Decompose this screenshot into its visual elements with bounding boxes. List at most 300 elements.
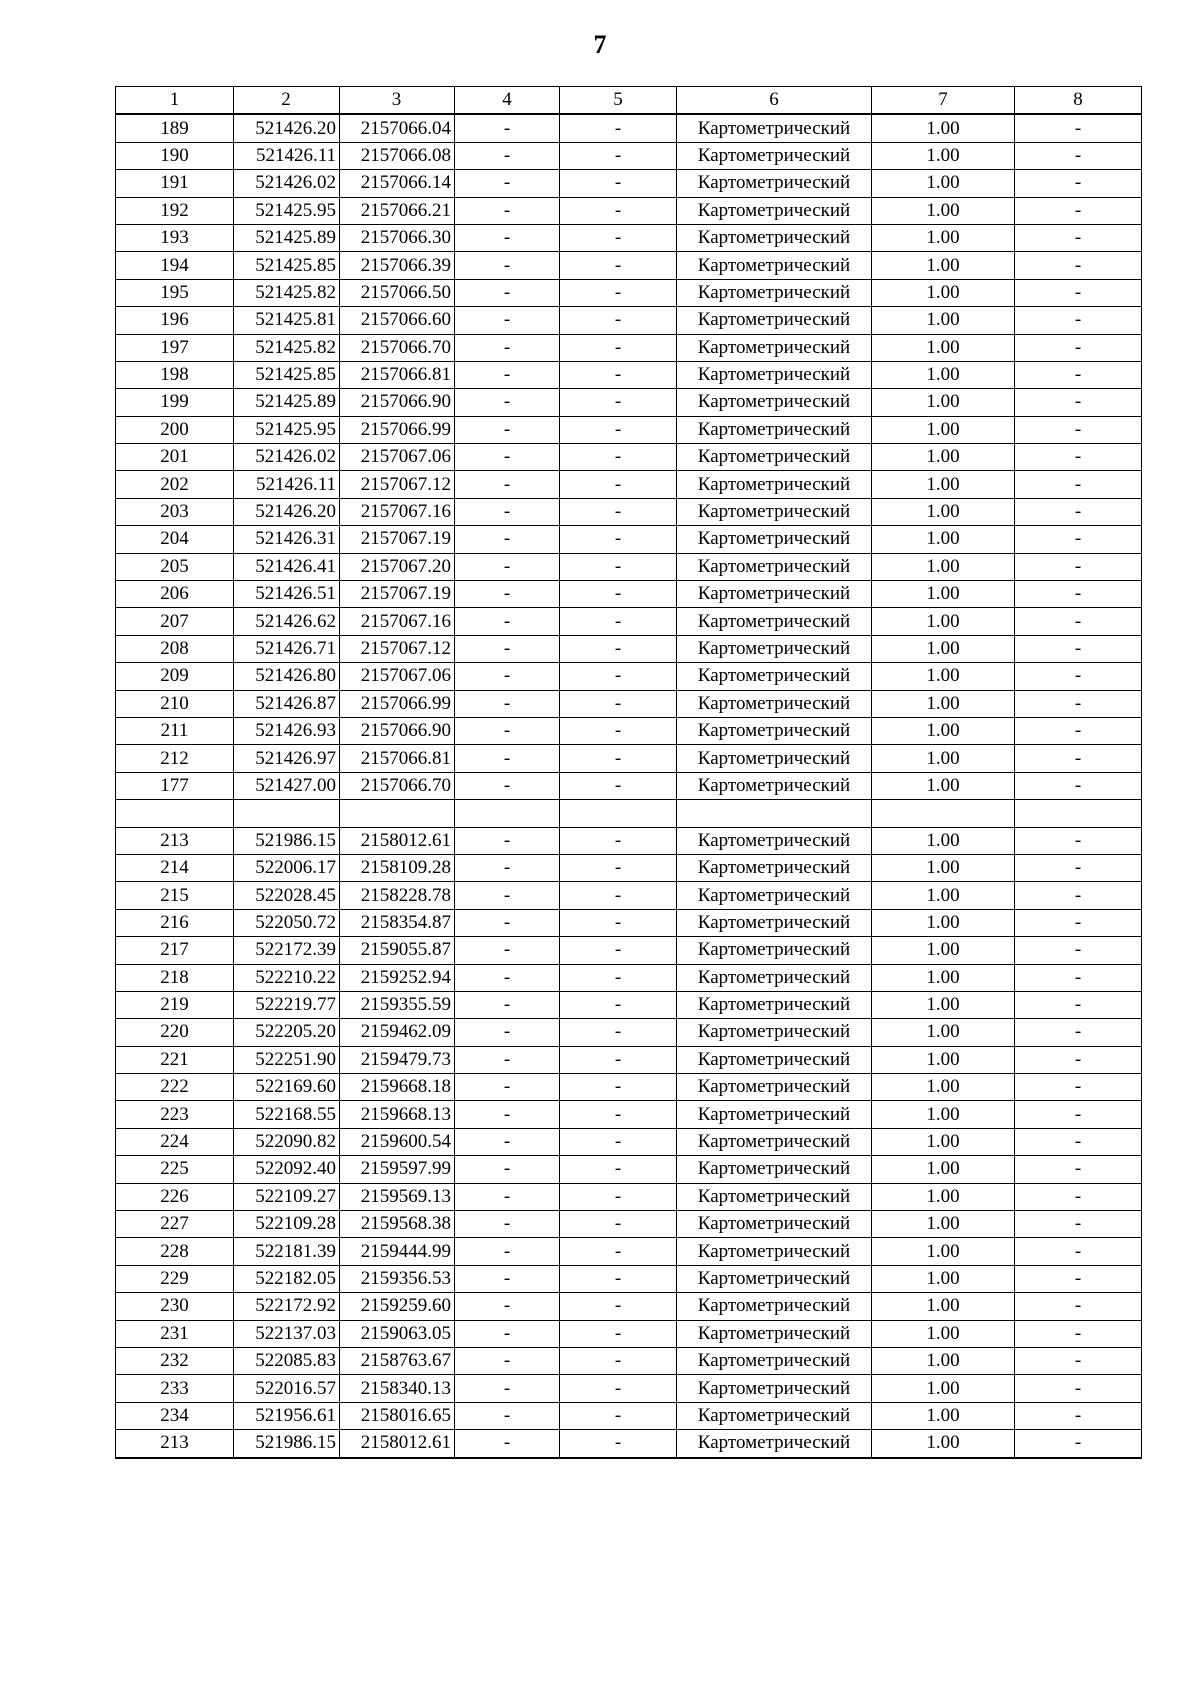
accuracy-cell: 1.00 [872,991,1015,1018]
method-cell: Картометрический [677,1074,872,1101]
point-number-cell: 215 [116,882,234,909]
accuracy-cell: 1.00 [872,307,1015,334]
col4-cell: - [455,1375,560,1402]
method-cell: Картометрический [677,827,872,854]
y-coordinate-cell: 2159479.73 [340,1046,455,1073]
accuracy-cell: 1.00 [872,1375,1015,1402]
point-number-cell: 195 [116,279,234,306]
y-coordinate-cell: 2157067.12 [340,635,455,662]
table-row [116,1211,1142,1238]
accuracy-cell: 1.00 [872,690,1015,717]
method-cell: Картометрический [677,991,872,1018]
table-row [116,909,1142,936]
col5-cell: - [560,854,677,881]
method-cell: Картометрический [677,1347,872,1374]
col8-cell: - [1015,1265,1142,1292]
col8-cell: - [1015,389,1142,416]
table-row [116,1238,1142,1265]
method-cell: Картометрический [677,1375,872,1402]
col5-cell [560,800,677,827]
y-coordinate-cell: 2157066.70 [340,772,455,799]
x-coordinate-cell: 521425.82 [234,334,340,361]
point-number-cell: 220 [116,1019,234,1046]
method-cell: Картометрический [677,1402,872,1429]
point-number-cell: 197 [116,334,234,361]
accuracy-cell: 1.00 [872,717,1015,744]
point-number-cell: 212 [116,745,234,772]
table-row [116,1375,1142,1402]
col8-cell: - [1015,991,1142,1018]
method-cell: Картометрический [677,1046,872,1073]
point-number-cell: 233 [116,1375,234,1402]
y-coordinate-cell: 2158016.65 [340,1402,455,1429]
col4-cell: - [455,197,560,224]
col4-cell: - [455,1046,560,1073]
y-coordinate-cell: 2157067.06 [340,663,455,690]
accuracy-cell: 1.00 [872,1320,1015,1347]
x-coordinate-cell: 521426.20 [234,114,340,142]
accuracy-cell: 1.00 [872,142,1015,169]
col8-cell: - [1015,1402,1142,1429]
y-coordinate-cell: 2157066.90 [340,389,455,416]
accuracy-cell: 1.00 [872,581,1015,608]
col8-cell: - [1015,581,1142,608]
x-coordinate-cell: 522109.27 [234,1183,340,1210]
col8-cell: - [1015,745,1142,772]
point-number-cell: 224 [116,1128,234,1155]
accuracy-cell: 1.00 [872,1211,1015,1238]
x-coordinate-cell: 521425.89 [234,389,340,416]
table-row [116,498,1142,525]
method-cell: Картометрический [677,224,872,251]
method-cell: Картометрический [677,416,872,443]
table-row [116,882,1142,909]
x-coordinate-cell: 521425.85 [234,361,340,388]
method-cell: Картометрический [677,1101,872,1128]
point-number-cell: 196 [116,307,234,334]
table-row [116,690,1142,717]
col5-cell: - [560,1019,677,1046]
accuracy-cell: 1.00 [872,471,1015,498]
y-coordinate-cell: 2159063.05 [340,1320,455,1347]
col4-cell: - [455,1156,560,1183]
header-cell: 5 [560,87,677,115]
y-coordinate-cell: 2159600.54 [340,1128,455,1155]
y-coordinate-cell: 2157066.21 [340,197,455,224]
point-number-cell: 201 [116,444,234,471]
table-row [116,991,1142,1018]
table-body [116,114,1142,1457]
col8-cell: - [1015,772,1142,799]
col5-cell: - [560,114,677,142]
col4-cell: - [455,745,560,772]
table-row [116,827,1142,854]
table-row [116,1293,1142,1320]
col8-cell: - [1015,1183,1142,1210]
col5-cell: - [560,279,677,306]
table-row [116,114,1142,142]
method-cell: Картометрический [677,279,872,306]
table-row [116,279,1142,306]
col4-cell: - [455,334,560,361]
point-number-cell: 221 [116,1046,234,1073]
table-row [116,1128,1142,1155]
x-coordinate-cell [234,800,340,827]
x-coordinate-cell: 521426.20 [234,498,340,525]
accuracy-cell: 1.00 [872,1265,1015,1292]
col5-cell: - [560,909,677,936]
method-cell: Картометрический [677,909,872,936]
table-row [116,635,1142,662]
col8-cell: - [1015,334,1142,361]
method-cell: Картометрический [677,1211,872,1238]
col5-cell: - [560,1430,677,1458]
accuracy-cell: 1.00 [872,1074,1015,1101]
point-number-cell: 205 [116,553,234,580]
header-cell: 4 [455,87,560,115]
method-cell: Картометрический [677,745,872,772]
table-row [116,854,1142,881]
col4-cell: - [455,279,560,306]
col4-cell: - [455,416,560,443]
x-coordinate-cell: 522168.55 [234,1101,340,1128]
x-coordinate-cell: 522219.77 [234,991,340,1018]
page-number: 7 [593,30,607,59]
method-cell: Картометрический [677,1293,872,1320]
col4-cell: - [455,772,560,799]
point-number-cell: 223 [116,1101,234,1128]
x-coordinate-cell: 522090.82 [234,1128,340,1155]
table-row [116,197,1142,224]
col4-cell: - [455,1238,560,1265]
header-cell: 7 [872,87,1015,115]
y-coordinate-cell: 2159055.87 [340,937,455,964]
method-cell: Картометрический [677,1128,872,1155]
col4-cell: - [455,142,560,169]
point-number-cell: 198 [116,361,234,388]
table-row [116,1265,1142,1292]
col8-cell: - [1015,690,1142,717]
x-coordinate-cell: 522109.28 [234,1211,340,1238]
y-coordinate-cell: 2157066.81 [340,361,455,388]
header-cell: 1 [116,87,234,115]
point-number-cell: 192 [116,197,234,224]
col8-cell: - [1015,224,1142,251]
col5-cell: - [560,1101,677,1128]
col4-cell: - [455,170,560,197]
y-coordinate-cell: 2157066.30 [340,224,455,251]
x-coordinate-cell: 521425.95 [234,197,340,224]
method-cell: Картометрический [677,964,872,991]
col4-cell: - [455,827,560,854]
method-cell [677,800,872,827]
y-coordinate-cell: 2157066.60 [340,307,455,334]
accuracy-cell: 1.00 [872,279,1015,306]
method-cell: Картометрический [677,690,872,717]
col5-cell: - [560,745,677,772]
col5-cell: - [560,307,677,334]
point-number-cell: 234 [116,1402,234,1429]
method-cell: Картометрический [677,444,872,471]
y-coordinate-cell: 2157067.20 [340,553,455,580]
x-coordinate-cell: 522182.05 [234,1265,340,1292]
accuracy-cell: 1.00 [872,854,1015,881]
col5-cell: - [560,252,677,279]
accuracy-cell: 1.00 [872,608,1015,635]
col8-cell: - [1015,252,1142,279]
col5-cell: - [560,635,677,662]
point-number-cell: 208 [116,635,234,662]
table-row [116,1101,1142,1128]
point-number-cell: 225 [116,1156,234,1183]
col8-cell: - [1015,1347,1142,1374]
col5-cell: - [560,416,677,443]
accuracy-cell: 1.00 [872,635,1015,662]
accuracy-cell: 1.00 [872,663,1015,690]
point-number-cell: 193 [116,224,234,251]
accuracy-cell: 1.00 [872,964,1015,991]
y-coordinate-cell: 2159252.94 [340,964,455,991]
method-cell: Картометрический [677,1320,872,1347]
accuracy-cell: 1.00 [872,197,1015,224]
col8-cell: - [1015,307,1142,334]
col4-cell: - [455,1128,560,1155]
point-number-cell: 203 [116,498,234,525]
method-cell: Картометрический [677,114,872,142]
col4-cell: - [455,526,560,553]
table-row [116,608,1142,635]
col8-cell: - [1015,1238,1142,1265]
col8-cell [1015,800,1142,827]
point-number-cell: 207 [116,608,234,635]
x-coordinate-cell: 521427.00 [234,772,340,799]
y-coordinate-cell: 2157067.06 [340,444,455,471]
col8-cell: - [1015,1046,1142,1073]
accuracy-cell: 1.00 [872,1430,1015,1458]
accuracy-cell: 1.00 [872,1128,1015,1155]
method-cell: Картометрический [677,1265,872,1292]
col8-cell: - [1015,1320,1142,1347]
col8-cell: - [1015,937,1142,964]
method-cell: Картометрический [677,717,872,744]
table-row [116,663,1142,690]
col4-cell: - [455,1211,560,1238]
col8-cell: - [1015,361,1142,388]
y-coordinate-cell: 2158340.13 [340,1375,455,1402]
col4-cell: - [455,608,560,635]
table-row [116,745,1142,772]
y-coordinate-cell: 2158354.87 [340,909,455,936]
col8-cell: - [1015,1101,1142,1128]
point-number-cell: 191 [116,170,234,197]
col5-cell: - [560,937,677,964]
accuracy-cell: 1.00 [872,389,1015,416]
x-coordinate-cell: 521425.89 [234,224,340,251]
col5-cell: - [560,1238,677,1265]
col5-cell: - [560,444,677,471]
col4-cell: - [455,471,560,498]
col5-cell: - [560,1156,677,1183]
header-cell: 6 [677,87,872,115]
col5-cell: - [560,882,677,909]
method-cell: Картометрический [677,526,872,553]
col4-cell: - [455,1183,560,1210]
accuracy-cell [872,800,1015,827]
table-row [116,964,1142,991]
col8-cell: - [1015,1430,1142,1458]
col5-cell: - [560,991,677,1018]
point-number-cell: 209 [116,663,234,690]
col4-cell: - [455,1101,560,1128]
accuracy-cell: 1.00 [872,1402,1015,1429]
accuracy-cell: 1.00 [872,1347,1015,1374]
point-number-cell: 211 [116,717,234,744]
table-row [116,772,1142,799]
x-coordinate-cell: 521426.87 [234,690,340,717]
point-number-cell: 219 [116,991,234,1018]
col8-cell: - [1015,1019,1142,1046]
point-number-cell: 216 [116,909,234,936]
col5-cell: - [560,1375,677,1402]
method-cell: Картометрический [677,361,872,388]
header-cell: 3 [340,87,455,115]
header-cell: 8 [1015,87,1142,115]
method-cell: Картометрический [677,252,872,279]
x-coordinate-cell: 522181.39 [234,1238,340,1265]
col4-cell: - [455,498,560,525]
col8-cell: - [1015,882,1142,909]
accuracy-cell: 1.00 [872,1019,1015,1046]
point-number-cell: 189 [116,114,234,142]
y-coordinate-cell: 2159597.99 [340,1156,455,1183]
point-number-cell [116,800,234,827]
method-cell: Картометрический [677,1019,872,1046]
col5-cell: - [560,334,677,361]
point-number-cell: 218 [116,964,234,991]
method-cell: Картометрический [677,1238,872,1265]
point-number-cell: 230 [116,1293,234,1320]
accuracy-cell: 1.00 [872,882,1015,909]
accuracy-cell: 1.00 [872,334,1015,361]
table-row [116,224,1142,251]
table-row [116,553,1142,580]
table-row [116,444,1142,471]
accuracy-cell: 1.00 [872,827,1015,854]
y-coordinate-cell [340,800,455,827]
col8-cell: - [1015,635,1142,662]
col5-cell: - [560,772,677,799]
col8-cell: - [1015,964,1142,991]
col4-cell: - [455,224,560,251]
col8-cell: - [1015,909,1142,936]
col5-cell: - [560,1293,677,1320]
accuracy-cell: 1.00 [872,416,1015,443]
point-number-cell: 177 [116,772,234,799]
col5-cell: - [560,170,677,197]
x-coordinate-cell: 521426.80 [234,663,340,690]
accuracy-cell: 1.00 [872,1293,1015,1320]
point-number-cell: 222 [116,1074,234,1101]
col8-cell: - [1015,827,1142,854]
table-row [116,142,1142,169]
y-coordinate-cell: 2159356.53 [340,1265,455,1292]
y-coordinate-cell: 2157067.16 [340,608,455,635]
table-row [116,1347,1142,1374]
point-number-cell: 194 [116,252,234,279]
col4-cell: - [455,1320,560,1347]
point-number-cell: 199 [116,389,234,416]
col8-cell: - [1015,1074,1142,1101]
col5-cell: - [560,526,677,553]
x-coordinate-cell: 521426.41 [234,553,340,580]
col8-cell: - [1015,1156,1142,1183]
y-coordinate-cell: 2157066.39 [340,252,455,279]
col8-cell: - [1015,663,1142,690]
y-coordinate-cell: 2157066.99 [340,416,455,443]
method-cell: Картометрический [677,334,872,361]
accuracy-cell: 1.00 [872,937,1015,964]
col5-cell: - [560,471,677,498]
x-coordinate-cell: 521426.31 [234,526,340,553]
x-coordinate-cell: 521425.95 [234,416,340,443]
point-number-cell: 206 [116,581,234,608]
accuracy-cell: 1.00 [872,1046,1015,1073]
x-coordinate-cell: 522169.60 [234,1074,340,1101]
table-row [116,1019,1142,1046]
table-row [116,307,1142,334]
col4-cell: - [455,581,560,608]
x-coordinate-cell: 521426.11 [234,142,340,169]
col4-cell [455,800,560,827]
point-number-cell: 204 [116,526,234,553]
y-coordinate-cell: 2158012.61 [340,827,455,854]
x-coordinate-cell: 522172.92 [234,1293,340,1320]
accuracy-cell: 1.00 [872,745,1015,772]
x-coordinate-cell: 521425.82 [234,279,340,306]
y-coordinate-cell: 2159462.09 [340,1019,455,1046]
accuracy-cell: 1.00 [872,224,1015,251]
table-header-row [116,87,1142,115]
x-coordinate-cell: 522137.03 [234,1320,340,1347]
y-coordinate-cell: 2159569.13 [340,1183,455,1210]
col8-cell: - [1015,114,1142,142]
y-coordinate-cell: 2157066.50 [340,279,455,306]
x-coordinate-cell: 521425.81 [234,307,340,334]
col5-cell: - [560,964,677,991]
y-coordinate-cell: 2157067.19 [340,581,455,608]
method-cell: Картометрический [677,471,872,498]
x-coordinate-cell: 521426.02 [234,444,340,471]
y-coordinate-cell: 2157066.14 [340,170,455,197]
x-coordinate-cell: 522085.83 [234,1347,340,1374]
col4-cell: - [455,717,560,744]
method-cell: Картометрический [677,498,872,525]
x-coordinate-cell: 521426.93 [234,717,340,744]
col5-cell: - [560,1347,677,1374]
y-coordinate-cell: 2157066.90 [340,717,455,744]
col4-cell: - [455,444,560,471]
y-coordinate-cell: 2157066.70 [340,334,455,361]
point-number-cell: 210 [116,690,234,717]
accuracy-cell: 1.00 [872,772,1015,799]
point-number-cell: 229 [116,1265,234,1292]
y-coordinate-cell: 2158109.28 [340,854,455,881]
method-cell: Картометрический [677,608,872,635]
y-coordinate-cell: 2159668.13 [340,1101,455,1128]
col4-cell: - [455,114,560,142]
x-coordinate-cell: 522172.39 [234,937,340,964]
accuracy-cell: 1.00 [872,361,1015,388]
